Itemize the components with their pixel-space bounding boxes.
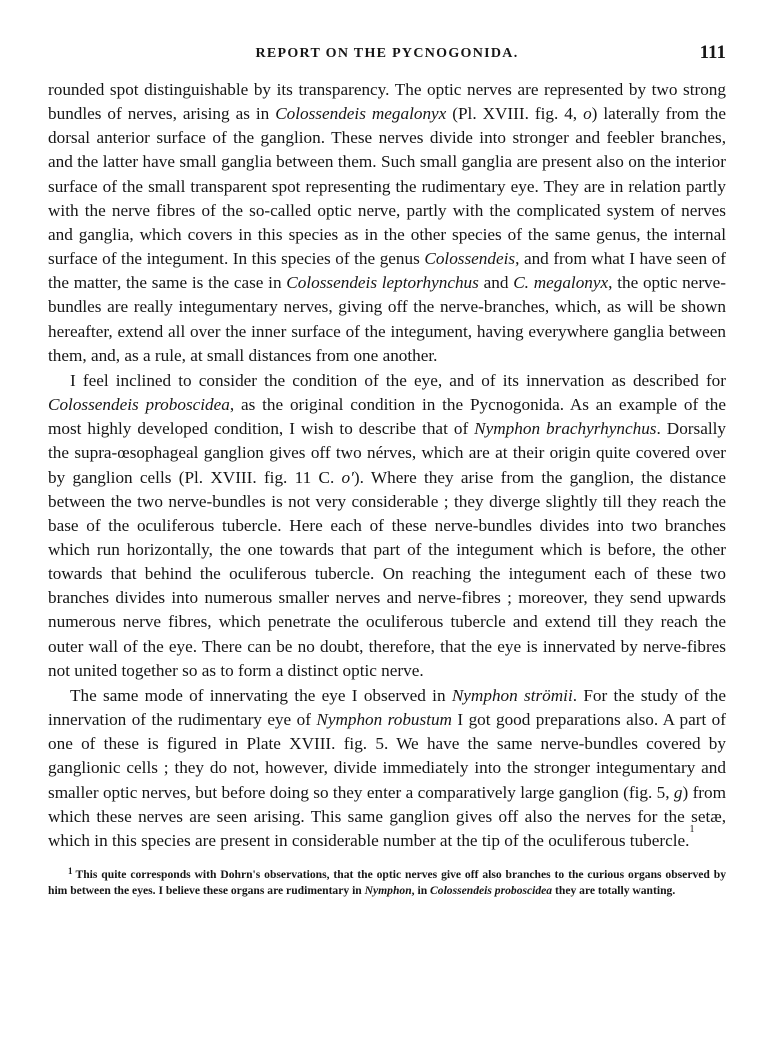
footnote [48, 867, 726, 900]
page-number: 111 [699, 42, 726, 63]
text-run: , and from what I have seen of the matter, the same is the case in [48, 249, 726, 293]
text-run: rounded spot distinguishable by its transparency. The optic nerves are represented by two strong bundles of nerves, arising as in [48, 80, 726, 124]
page-header [48, 38, 726, 78]
body-text [48, 78, 726, 853]
species-name: Nymphon robustum [316, 710, 452, 730]
text-run: , as the original condition in the Pycnogonida. As an example of the most highly developed condition, I wish to describe that of [48, 395, 727, 439]
text-run: and [478, 273, 514, 293]
species-name: Nymphon brachyrhynchus [474, 419, 657, 439]
text-run: . Dorsally the supra-œsophageal ganglion gives off two nérves, which are at their origin quite covered over by ganglion cells (Pl. XVIII. fig. 11 C. [48, 419, 726, 487]
species-name: Colossendeis proboscidea [48, 395, 230, 415]
species-name: Colossendeis proboscidea [430, 884, 553, 898]
text-run: ). Where they arise from the ganglion, the distance between the two nerve-bundles is not very considerable ; they diverge slightly till they reach the base of the oculiferous tubercle. Here each of these nerve-bundles divides into two branches which run horizontally, the one towards that part of the integument which is before, the other towards that behind the oculiferous tubercle. On reaching the integument each of these two branches divides into numerous smaller nerves and nerve-fibres ; moreover, they send upwards numerous nerve fibres, which penetrate the oculiferous tubercle and extend till they reach the outer wall of the eye. There can be no doubt, therefore, that the eye is innervated by nerve-fibres not united together so as to form a distinct optic nerve. [48, 467, 726, 680]
species-name: C. megalonyx [513, 273, 609, 293]
figure-letter: g [673, 782, 683, 802]
text-run: ) laterally from the dorsal anterior surface of the ganglion. These nerves divide into stronger and feebler branches, and the latter have small ganglia between them. Such small ganglia are present also on the interior surface of the small transparent spot representing the rudimentary eye. They are in relation partly with the nerve fibres of the so-called optic nerve, partly with the complicated system of nerves and ganglia, which covers in this species as in the other species of the same genus, the internal surface of the integument. In this species of the genus [48, 104, 726, 269]
paragraph [48, 78, 726, 368]
text-run: ) from which these nerves are seen arising. This same ganglion gives off also the nerves for the setæ, which in this species are present in considerable number at the tip of the oculiferous tubercle. [48, 782, 726, 850]
text-run: . For the study of the innervation of the rudimentary eye of [48, 685, 726, 730]
text-run: I feel inclined to consider the condition of the eye, and of its innervation as described for [70, 370, 726, 390]
footnote-reference: 1 [689, 824, 695, 836]
paragraph [48, 369, 726, 683]
page [48, 38, 726, 900]
figure-letter: o′ [341, 467, 354, 487]
text-run: The same mode of innervating the eye I observed in [70, 685, 452, 705]
paragraph [48, 684, 726, 853]
running-title: REPORT ON THE PYCNOGONIDA. [255, 46, 519, 61]
genus-name: Nymphon [364, 884, 412, 898]
footnote-mark: 1 [68, 866, 73, 876]
text-run: , in [411, 884, 431, 898]
text-run: they are totally wanting. [552, 884, 676, 898]
text-run: This quite corresponds with Dohrn's observations, that the optic nerves give off also branches to the curious organs observed by him between the eyes. I believe these organs are rudimentary in [48, 868, 726, 898]
genus-name: Colossendeis [424, 249, 516, 269]
figure-letter: o [583, 104, 592, 124]
text-run: (Pl. XVIII. fig. 4, [446, 104, 584, 124]
text-run: I got good preparations also. A part of one of these is figured in Plate XVIII. fig. 5. We have the same nerve-bundles covered by ganglionic cells ; they do not, however, divide immediately into the stronger integumentary and smaller optic nerves, but before doing so they enter a comparatively large ganglion (fig. 5, [48, 710, 726, 802]
species-name: Nymphon strömii [451, 685, 573, 705]
species-name: Colossendeis leptorhynchus [286, 273, 479, 293]
text-run: , the optic nerve-bundles are really integumentary nerves, giving off the nerve-branches, which, as will be shown hereafter, extend all over the inner surface of the integument, having everywhere ganglia between them, and, as a rule, at small distances from one another. [48, 273, 726, 365]
species-name: Colossendeis megalonyx [275, 104, 447, 124]
